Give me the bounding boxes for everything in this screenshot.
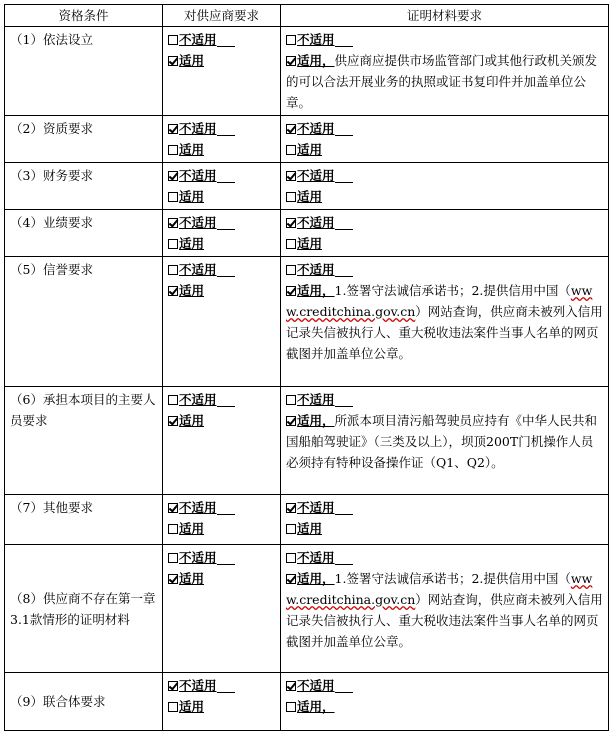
header-evidence: 证明材料要求 xyxy=(281,5,609,27)
checked-box-icon[interactable] xyxy=(286,503,296,513)
checked-box-icon[interactable] xyxy=(286,171,296,181)
checkbox-icon[interactable] xyxy=(168,35,178,45)
option-not-applicable[interactable] xyxy=(168,675,275,696)
option-label: 不适用 xyxy=(297,392,335,407)
underline-blank xyxy=(335,392,353,407)
option-label: 适用， xyxy=(297,283,335,298)
checkbox-icon[interactable] xyxy=(168,239,178,249)
option-applicable[interactable] xyxy=(168,50,275,71)
option-applicable[interactable] xyxy=(286,283,335,298)
supplier-cell xyxy=(163,387,281,495)
checkbox-icon[interactable] xyxy=(168,524,178,534)
option-applicable[interactable] xyxy=(168,410,275,431)
checked-box-icon[interactable] xyxy=(286,56,296,66)
underline-blank xyxy=(217,215,235,230)
website-url: www.creditchina.gov.cn xyxy=(286,283,593,319)
condition-cell: （6）承担本项目的主要人员要求 xyxy=(5,387,163,495)
checked-box-icon[interactable] xyxy=(286,681,296,691)
website-url: www.creditchina.gov.cn xyxy=(286,571,593,607)
option-label: 适用 xyxy=(297,142,323,157)
supplier-cell xyxy=(163,116,281,163)
option-label: 适用 xyxy=(179,189,205,204)
underline-blank xyxy=(335,500,353,515)
option-label: 适用 xyxy=(179,571,205,586)
option-label: 适用 xyxy=(297,189,323,204)
underline-blank xyxy=(217,678,235,693)
option-label: 适用 xyxy=(179,521,205,536)
option-label: 不适用 xyxy=(297,32,335,47)
option-label: 不适用 xyxy=(179,678,217,693)
option-label: 适用 xyxy=(179,236,205,251)
evidence-text xyxy=(286,280,603,364)
option-not-applicable[interactable] xyxy=(286,118,603,139)
supplier-cell xyxy=(163,163,281,210)
option-label: 适用 xyxy=(179,142,205,157)
option-label: 不适用 xyxy=(297,168,335,183)
requirement-text: 所派本项目清污船驾驶员应持有《中华人民共和国船舶驾驶证》（三类及以上），坝顶200T门机操作人员必须持有特种设备操作证（Q1、Q2）。 xyxy=(286,413,598,470)
condition-cell: （1）依法设立 xyxy=(5,27,163,116)
table-row xyxy=(5,673,609,731)
header-supplier: 对供应商要求 xyxy=(163,5,281,27)
option-label: 不适用 xyxy=(179,392,217,407)
checkbox-icon[interactable] xyxy=(286,239,296,249)
checked-box-icon[interactable] xyxy=(286,286,296,296)
option-label: 适用， xyxy=(297,699,335,714)
evidence-text xyxy=(286,568,603,652)
condition-cell: （7）其他要求 xyxy=(5,495,163,545)
underline-blank xyxy=(335,121,353,136)
requirement-text: ）网站查询，供应商未被列入信用记录失信被执行人、重大税收违法案件当事人名单的网页截图并加盖单位公章。 xyxy=(286,304,603,361)
evidence-text xyxy=(286,186,603,207)
option-label: 不适用 xyxy=(179,168,217,183)
option-applicable[interactable] xyxy=(286,236,322,251)
evidence-text xyxy=(286,50,603,113)
option-label: 不适用 xyxy=(179,262,217,277)
requirement-text: ）网站查询，供应商未被列入信用记录失信被执行人、重大税收违法案件当事人名单的网页截图并加盖单位公章。 xyxy=(286,592,603,649)
option-label: 适用 xyxy=(179,53,205,68)
supplier-cell xyxy=(163,673,281,731)
requirement-text: 供应商应提供市场监管部门或其他行政机关颁发的可以合法开展业务的执照或证书复印件并加盖单位公章。 xyxy=(286,53,598,110)
condition-cell: （9）联合体要求 xyxy=(5,673,163,731)
checkbox-icon[interactable] xyxy=(286,192,296,202)
underline-blank xyxy=(335,32,353,47)
option-label: 不适用 xyxy=(297,550,335,565)
option-not-applicable[interactable] xyxy=(286,212,603,233)
underline-blank xyxy=(335,550,353,565)
checked-box-icon[interactable] xyxy=(168,218,178,228)
checkbox-icon[interactable] xyxy=(168,192,178,202)
underline-blank xyxy=(217,500,235,515)
option-not-applicable[interactable] xyxy=(286,165,603,186)
checkbox-icon[interactable] xyxy=(286,553,296,563)
underline-blank xyxy=(335,262,353,277)
evidence-text xyxy=(286,518,603,539)
option-label: 不适用 xyxy=(179,215,217,230)
table-row xyxy=(5,387,609,495)
requirement-text: 1.签署守法诚信承诺书；2.提供信用中国（ xyxy=(334,283,571,298)
option-label: 适用， xyxy=(297,413,335,428)
requirement-text: 1.签署守法诚信承诺书；2.提供信用中国（ xyxy=(334,571,571,586)
checkbox-icon[interactable] xyxy=(286,265,296,275)
underline-blank xyxy=(217,392,235,407)
underline-blank xyxy=(217,168,235,183)
checked-box-icon[interactable] xyxy=(286,574,296,584)
checked-box-icon[interactable] xyxy=(168,56,178,66)
checked-box-icon[interactable] xyxy=(168,286,178,296)
checkbox-icon[interactable] xyxy=(168,553,178,563)
option-not-applicable[interactable] xyxy=(168,165,275,186)
option-applicable[interactable] xyxy=(286,53,335,68)
option-label: 不适用 xyxy=(297,678,335,693)
option-not-applicable[interactable] xyxy=(286,497,603,518)
checked-box-icon[interactable] xyxy=(168,416,178,426)
option-not-applicable[interactable] xyxy=(168,497,275,518)
checkbox-icon[interactable] xyxy=(168,145,178,155)
evidence-cell xyxy=(281,163,609,210)
checked-box-icon[interactable] xyxy=(168,681,178,691)
evidence-text xyxy=(286,233,603,254)
underline-blank xyxy=(217,262,235,277)
checkbox-icon[interactable] xyxy=(168,702,178,712)
supplier-cell xyxy=(163,27,281,116)
evidence-cell xyxy=(281,257,609,387)
underline-blank xyxy=(335,215,353,230)
option-label: 适用， xyxy=(297,571,335,586)
option-applicable[interactable] xyxy=(168,568,275,589)
option-applicable[interactable] xyxy=(286,142,322,157)
condition-cell: （3）财务要求 xyxy=(5,163,163,210)
option-not-applicable[interactable] xyxy=(168,29,275,50)
condition-cell: （8）供应商不存在第一章3.1款情形的证明材料 xyxy=(5,545,163,673)
checked-box-icon[interactable] xyxy=(168,503,178,513)
underline-blank xyxy=(217,121,235,136)
checked-box-icon[interactable] xyxy=(168,124,178,134)
underline-blank xyxy=(335,678,353,693)
option-label: 不适用 xyxy=(297,121,335,136)
option-not-applicable[interactable] xyxy=(168,547,275,568)
table-row xyxy=(5,163,609,210)
checkbox-icon[interactable] xyxy=(286,395,296,405)
supplier-cell xyxy=(163,257,281,387)
checked-box-icon[interactable] xyxy=(168,574,178,584)
table-row xyxy=(5,210,609,257)
option-applicable[interactable] xyxy=(286,189,322,204)
checkbox-icon[interactable] xyxy=(286,35,296,45)
checked-box-icon[interactable] xyxy=(286,124,296,134)
condition-cell: （2）资质要求 xyxy=(5,116,163,163)
checked-box-icon[interactable] xyxy=(286,218,296,228)
option-applicable[interactable] xyxy=(168,696,275,717)
option-applicable[interactable] xyxy=(168,518,275,539)
checked-box-icon[interactable] xyxy=(168,171,178,181)
evidence-cell xyxy=(281,673,609,731)
evidence-cell xyxy=(281,27,609,116)
condition-cell: （4）业绩要求 xyxy=(5,210,163,257)
evidence-cell xyxy=(281,210,609,257)
table-row xyxy=(5,495,609,545)
underline-blank xyxy=(335,168,353,183)
option-label: 不适用 xyxy=(179,32,217,47)
evidence-text xyxy=(286,696,603,717)
option-not-applicable[interactable] xyxy=(286,547,603,568)
option-label: 不适用 xyxy=(297,500,335,515)
option-applicable[interactable] xyxy=(286,521,322,536)
evidence-cell xyxy=(281,545,609,673)
checkbox-icon[interactable] xyxy=(286,524,296,534)
option-applicable[interactable] xyxy=(168,139,275,160)
underline-blank xyxy=(217,550,235,565)
option-applicable[interactable] xyxy=(168,233,275,254)
table-header-row xyxy=(5,5,609,27)
evidence-text xyxy=(286,139,603,160)
qualification-table xyxy=(4,4,609,731)
table-row xyxy=(5,116,609,163)
option-label: 不适用 xyxy=(179,121,217,136)
option-not-applicable[interactable] xyxy=(286,259,603,280)
evidence-cell xyxy=(281,116,609,163)
option-not-applicable[interactable] xyxy=(168,118,275,139)
option-label: 适用 xyxy=(297,236,323,251)
supplier-cell xyxy=(163,495,281,545)
checkbox-icon[interactable] xyxy=(286,145,296,155)
option-label: 不适用 xyxy=(297,215,335,230)
supplier-cell xyxy=(163,545,281,673)
evidence-text xyxy=(286,410,603,473)
option-not-applicable[interactable] xyxy=(286,389,603,410)
option-applicable[interactable] xyxy=(286,413,335,428)
underline-blank xyxy=(217,32,235,47)
option-not-applicable[interactable] xyxy=(286,675,603,696)
checkbox-icon[interactable] xyxy=(168,395,178,405)
option-label: 适用 xyxy=(179,699,205,714)
option-not-applicable[interactable] xyxy=(168,259,275,280)
option-applicable[interactable] xyxy=(168,280,275,301)
option-applicable[interactable] xyxy=(168,186,275,207)
option-label: 不适用 xyxy=(297,262,335,277)
table-row xyxy=(5,27,609,116)
evidence-cell xyxy=(281,495,609,545)
option-applicable[interactable] xyxy=(286,699,335,714)
option-not-applicable[interactable] xyxy=(168,389,275,410)
checkbox-icon[interactable] xyxy=(286,702,296,712)
checkbox-icon[interactable] xyxy=(168,265,178,275)
option-label: 适用 xyxy=(179,283,205,298)
option-label: 适用 xyxy=(297,521,323,536)
option-not-applicable[interactable] xyxy=(286,29,603,50)
table-row xyxy=(5,545,609,673)
option-label: 不适用 xyxy=(179,500,217,515)
table-row xyxy=(5,257,609,387)
option-not-applicable[interactable] xyxy=(168,212,275,233)
option-label: 适用 xyxy=(179,413,205,428)
option-label: 不适用 xyxy=(179,550,217,565)
evidence-cell xyxy=(281,387,609,495)
option-applicable[interactable] xyxy=(286,571,335,586)
checked-box-icon[interactable] xyxy=(286,416,296,426)
option-label: 适用， xyxy=(297,53,335,68)
header-condition: 资格条件 xyxy=(5,5,163,27)
condition-cell: （5）信誉要求 xyxy=(5,257,163,387)
supplier-cell xyxy=(163,210,281,257)
